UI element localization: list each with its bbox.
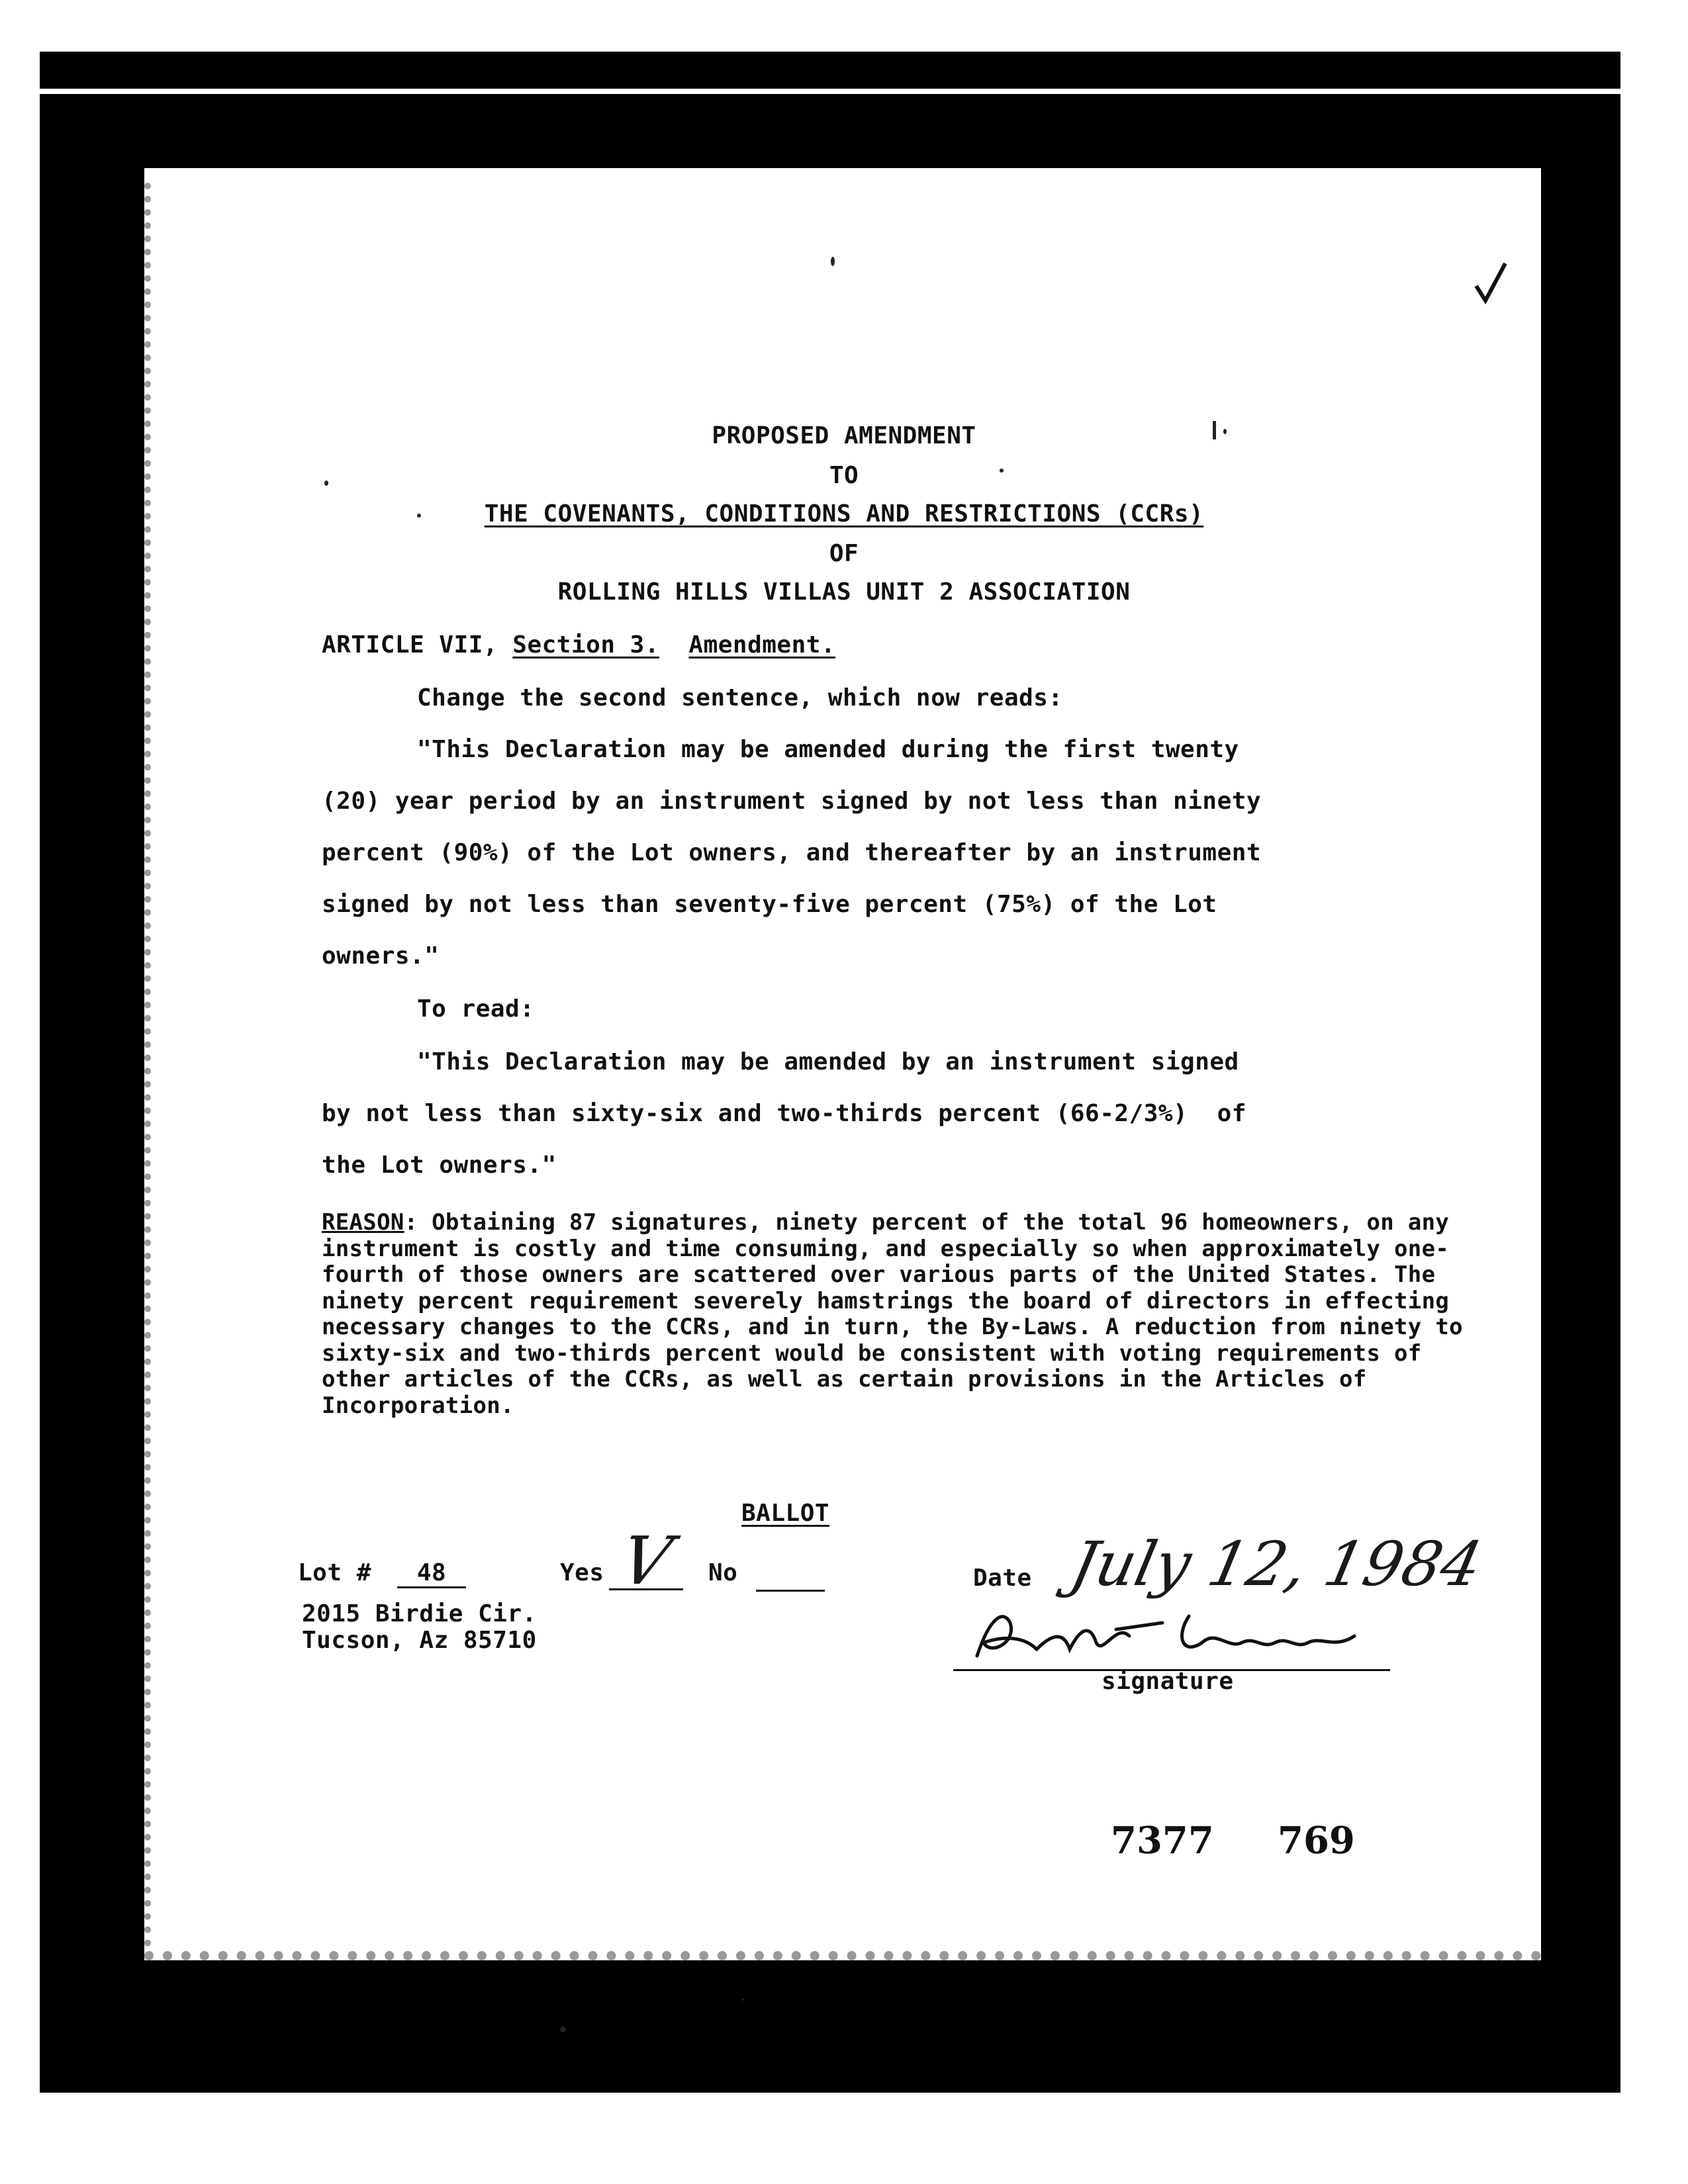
current-text-line: (20) year period by an instrument signed by not less than ninety — [322, 788, 1262, 815]
current-text-line: owners." — [322, 942, 440, 970]
ballot-heading: BALLOT — [741, 1500, 830, 1527]
amendment-heading: Amendment. — [688, 631, 836, 659]
article-prefix: ARTICLE VII, — [322, 631, 498, 659]
scan-speck — [831, 257, 835, 266]
current-text-line: signed by not less than seventy-five percent (75%) of the Lot — [322, 891, 1217, 918]
record-number: 7377 — [1111, 1819, 1214, 1862]
of-line: OF — [829, 540, 859, 567]
date-label: Date — [973, 1565, 1032, 1592]
change-intro: Change the second sentence, which now reads: — [417, 684, 1063, 711]
reason-text: : Obtaining 87 signatures, ninety percent of the total 96 homeowners, on any instrument is costly and time consuming, and especially so when approximately one-fourth of those owners are scattered over various parts of the United States. The ninety percent requirement severely hamstrings the board of directors in effecting necessary changes to the CCRs, and in turn, the By-Laws. A reduction from ninety to sixty-six and two-thirds percent would be consistent with voting requirements of other articles of the CCRs, as well as certain provisions in the Articles of Incorporation. — [322, 1209, 1463, 1419]
scan-border-top — [40, 52, 1620, 168]
section-ref: Section 3. — [512, 631, 660, 659]
association-name: ROLLING HILLS VILLAS UNIT 2 ASSOCIATION — [557, 578, 1131, 606]
scan-speck — [741, 1999, 745, 2001]
ccr-subject: THE COVENANTS, CONDITIONS AND RESTRICTIONS (CCRs) — [484, 500, 1204, 527]
reason-paragraph — [322, 1210, 1474, 1419]
no-blank-line — [756, 1590, 825, 1592]
signature-label: signature — [1102, 1668, 1234, 1695]
current-text-line: percent (90%) of the Lot owners, and thereafter by an instrument — [322, 839, 1262, 866]
scan-border-line — [40, 89, 1620, 94]
lot-label: Lot # — [298, 1559, 371, 1586]
page-number: 769 — [1278, 1819, 1355, 1862]
reason-label: REASON — [322, 1209, 404, 1236]
scan-border-bottom — [40, 1960, 1620, 2093]
address-line: Tucson, Az 85710 — [302, 1627, 537, 1654]
new-text-line: the Lot owners." — [322, 1152, 557, 1179]
lot-number: 48 — [397, 1559, 466, 1588]
check-mark-icon — [1472, 259, 1509, 306]
new-text-line: by not less than sixty-six and two-thirds percent (66-2/3%) of — [322, 1100, 1246, 1127]
amendment-title: PROPOSED AMENDMENT — [712, 422, 976, 449]
yes-label: Yes — [560, 1559, 604, 1586]
scan-speck — [560, 2026, 566, 2032]
to-line: TO — [829, 462, 859, 489]
current-text-line: "This Declaration may be amended during the first twenty — [417, 736, 1239, 763]
handwritten-date: July 12, 1984 — [1064, 1529, 1488, 1600]
handwritten-signature — [964, 1596, 1374, 1676]
no-label: No — [708, 1559, 738, 1586]
address-line: 2015 Birdie Cir. — [302, 1600, 537, 1627]
yes-checkmark: V — [614, 1522, 679, 1600]
article-heading — [322, 631, 835, 659]
to-read-label: To read: — [417, 995, 535, 1023]
new-text-line: "This Declaration may be amended by an instrument signed — [417, 1048, 1239, 1075]
